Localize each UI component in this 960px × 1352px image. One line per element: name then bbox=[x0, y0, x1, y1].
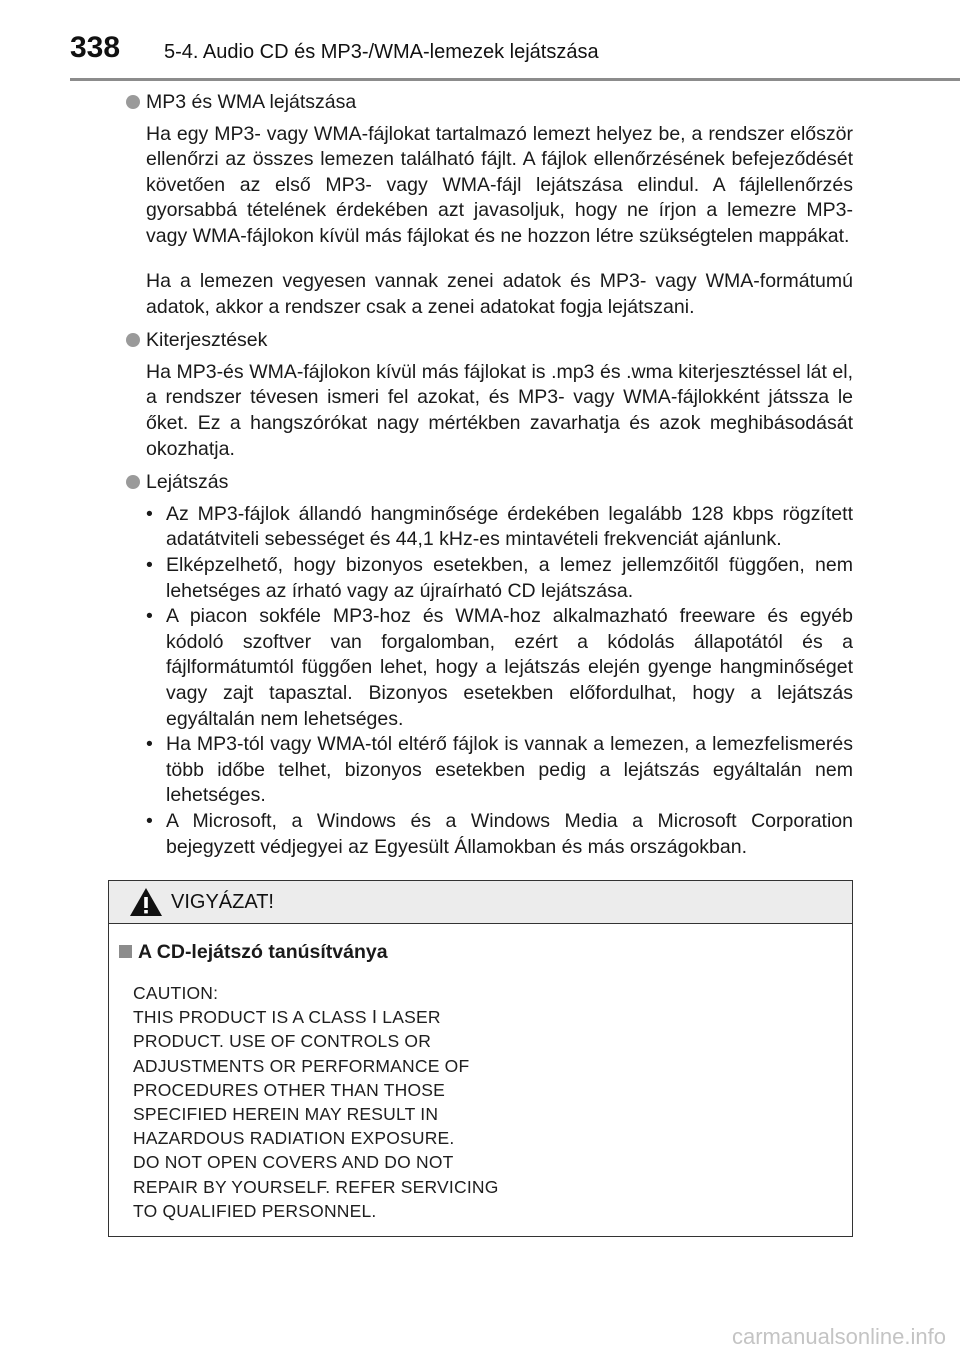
bullet-dot-icon bbox=[126, 95, 140, 109]
label-line: DO NOT OPEN COVERS AND DO NOT bbox=[133, 1152, 454, 1173]
label-line: TO QUALIFIED PERSONNEL. bbox=[133, 1200, 377, 1221]
caution-subheading-text: A CD-lejátszó tanúsítványa bbox=[138, 941, 388, 963]
section-title bbox=[108, 470, 853, 496]
section-title-text: MP3 és WMA lejátszása bbox=[146, 91, 357, 113]
bullet-mark-icon: • bbox=[146, 554, 153, 576]
bullet-mark-icon: • bbox=[146, 502, 153, 525]
section-mp3-wma bbox=[108, 90, 853, 320]
label-line: PROCEDURES OTHER THAN THOSE bbox=[133, 1079, 446, 1100]
section-playback bbox=[108, 470, 853, 860]
caution-title: VIGYÁZAT! bbox=[171, 891, 274, 913]
label-line: PRODUCT. USE OF CONTROLS OR bbox=[133, 1031, 432, 1052]
section-title-text: Kiterjesztések bbox=[146, 329, 268, 352]
chapter-title: 5-4. Audio CD és MP3-/WMA-lemezek lejátszása bbox=[164, 41, 599, 63]
list-item bbox=[146, 604, 853, 732]
bullet-dot-icon bbox=[126, 475, 140, 489]
square-bullet-icon bbox=[119, 945, 132, 958]
laser-label-text bbox=[133, 981, 499, 1223]
caution-subheading bbox=[119, 941, 388, 964]
caution-header bbox=[109, 881, 852, 924]
list-item bbox=[146, 553, 853, 604]
caution-box bbox=[108, 880, 853, 1237]
paragraph: Ha MP3-és WMA-fájlokon kívül más fájlokat is .mp3 és .wma kiterjesztéssel lát el, a rendszer tévesen ismeri fel azokat, és MP3- vagy WMA-fájlokként játssza le őket. Ez a hangszórókat nagy mértékben zavarhatja és azok meghibásodását okozhatja. bbox=[146, 360, 853, 460]
section-title bbox=[108, 328, 853, 354]
list-item bbox=[146, 809, 853, 860]
label-line: CAUTION: bbox=[133, 983, 219, 1003]
bullet-mark-icon: • bbox=[146, 605, 153, 628]
warning-icon bbox=[129, 887, 163, 917]
list-item-text: Ha MP3-tól vagy WMA-tól eltérő fájlok is vannak a lemezen, a lemezfelismerés több időbe telhet, bizonyos esetekben pedig a lejátszás egyáltalán nem lehetséges. bbox=[166, 733, 853, 807]
bullet-mark-icon: • bbox=[146, 733, 153, 756]
section-extensions bbox=[108, 328, 853, 462]
label-line: SPECIFIED HEREIN MAY RESULT IN bbox=[133, 1104, 439, 1125]
list-item-text: A Microsoft, a Windows és a Windows Media a Microsoft Corporation bejegyzett védjegyei az Egyesült Államokban és más országokban. bbox=[166, 809, 853, 858]
list-item-text: Az MP3-fájlok állandó hangminősége érdekében legalább 128 kbps rögzített adatátviteli sebességet és 44,1 kHz-es mintavételi frekvenciát ajánlunk. bbox=[166, 502, 853, 551]
watermark: carmanualsonline.info bbox=[731, 1324, 946, 1349]
label-line: THIS PRODUCT IS A CLASS Ⅰ LASER bbox=[133, 1007, 441, 1028]
bullet-list bbox=[108, 502, 853, 860]
label-line: REPAIR BY YOURSELF. REFER SERVICING bbox=[133, 1176, 499, 1197]
list-item bbox=[146, 502, 853, 553]
section-title-text: Lejátszás bbox=[146, 471, 229, 494]
main-content bbox=[108, 90, 853, 868]
section-title bbox=[108, 90, 853, 116]
list-item bbox=[146, 732, 853, 809]
list-item-text: A piacon sokféle MP3-hoz és WMA-hoz alkalmazható freeware és egyéb kódoló szoftver van forgalomban, ezért a kódolás állapotától és a fájlformátumtól függően lehet, hogy a lejátszás elején gyenge hangminőséget vagy zajt tapasztal. Bizonyos esetekben előfordulhat, hogy a lejátszás egyáltalán nem lehetséges. bbox=[166, 605, 853, 730]
bullet-mark-icon: • bbox=[146, 809, 153, 832]
page-number: 338 bbox=[70, 31, 121, 64]
list-item-text: Elképzelhető, hogy bizonyos esetekben, a lemez jellemzőitől függően, nem lehetséges az írható vagy az újraírható CD lejátszása. bbox=[166, 554, 853, 602]
paragraph: Ha egy MP3- vagy WMA-fájlokat tartalmazó lemezt helyez be, a rendszer először ellenőrzi az összes lemezen található fájlt. A fájlok ellenőrzésének befejeződését követően az első MP3- vagy WMA-fájl lejátszása elindul. A fájlellenőrzés gyorsabbá tételének érdekében azt javasoljuk, hogy ne írjon a lemezre MP3- vagy WMA-fájlokon kívül más fájlokat és ne hozzon létre szükségtelen mappákat. bbox=[146, 122, 853, 247]
label-line: HAZARDOUS RADIATION EXPOSURE. bbox=[133, 1128, 455, 1149]
bullet-dot-icon bbox=[126, 333, 140, 347]
header-rule bbox=[70, 78, 960, 81]
page-header bbox=[0, 0, 960, 90]
paragraph: Ha a lemezen vegyesen vannak zenei adatok és MP3- vagy WMA-formátumú adatok, akkor a rendszer csak a zenei adatokat fogja lejátszani. bbox=[146, 270, 853, 318]
label-line: ADJUSTMENTS OR PERFORMANCE OF bbox=[133, 1055, 470, 1076]
